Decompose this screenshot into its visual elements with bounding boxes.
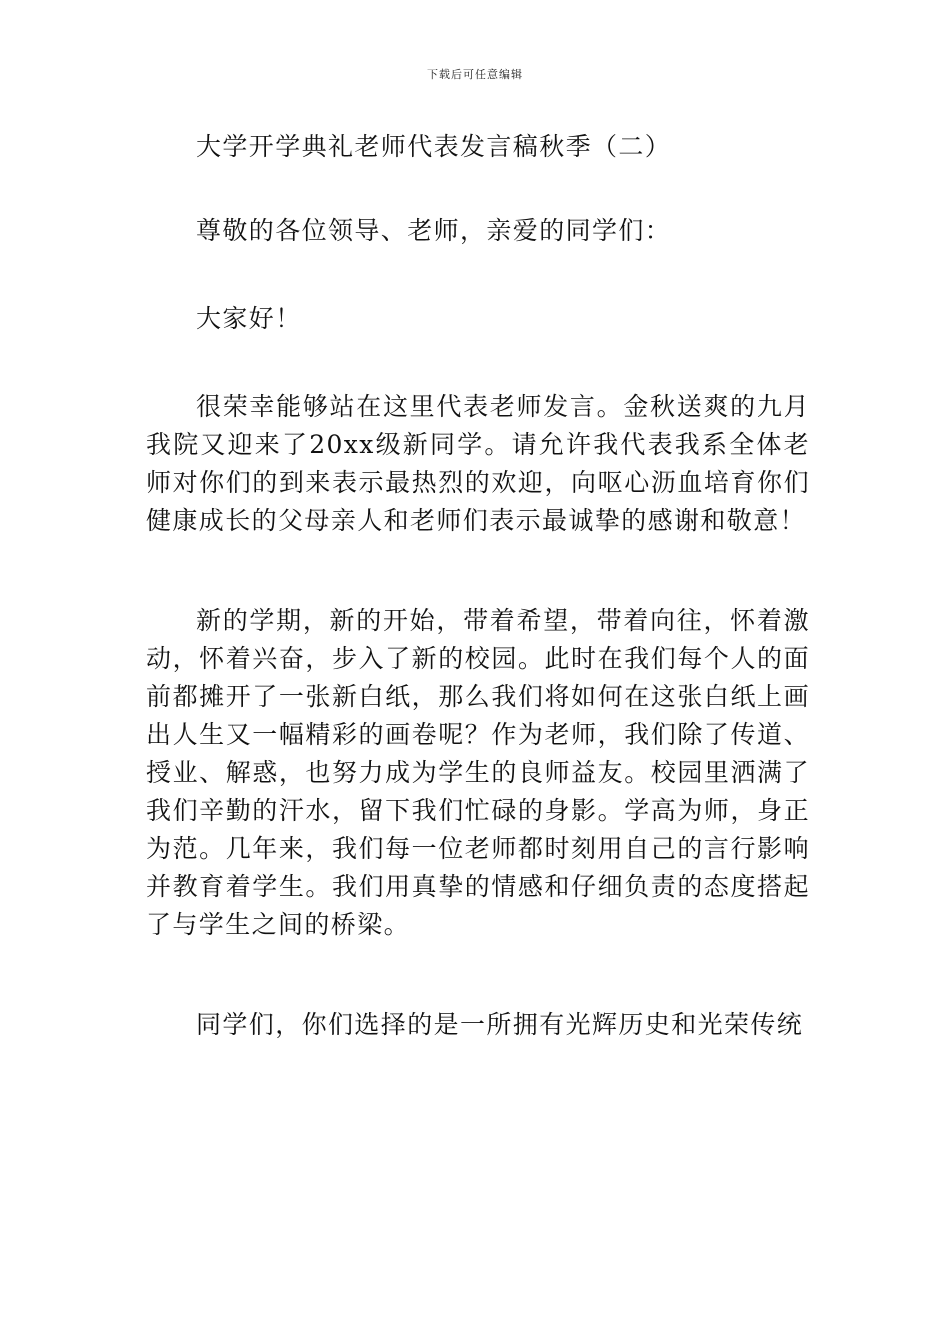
greeting: 大家好！	[196, 304, 302, 333]
paragraph-new-semester: 新的学期，新的开始，带着希望，带着向往，怀着激动，怀着兴奋，步入了新的校园。此时在我们每个人的面前都摊开了一张新白纸，那么我们将如何在这张白纸上画出人生又一幅精彩的画卷呢？作为老师，我们除了传道、授业、解惑，也努力成为学生的良师益友。校园里洒满了我们辛勤的汗水，留下我们忙碌的身影。学高为师，身正为范。几年来，我们每一位老师都时刻用自己的言行影响并教育着学生。我们用真挚的情感和仔细负责的态度搭起了与学生之间的桥梁。	[146, 606, 810, 939]
salutation: 尊敬的各位领导、老师，亲爱的同学们：	[196, 216, 672, 245]
document-body	[146, 128, 810, 1044]
paragraph-students: 同学们，你们选择的是一所拥有光辉历史和光荣传统	[196, 1010, 804, 1039]
paragraph-welcome: 很荣幸能够站在这里代表老师发言。金秋送爽的九月我院又迎来了20xx级新同学。请允许我代表我系全体老师对你们的到来表示最热烈的欢迎，向呕心沥血培育你们健康成长的父母亲人和老师们表示最诚挚的感谢和敬意！	[146, 392, 810, 535]
download-note: 下载后可任意编辑	[427, 68, 523, 81]
document-title: 大学开学典礼老师代表发言稿秋季（二）	[196, 132, 672, 161]
